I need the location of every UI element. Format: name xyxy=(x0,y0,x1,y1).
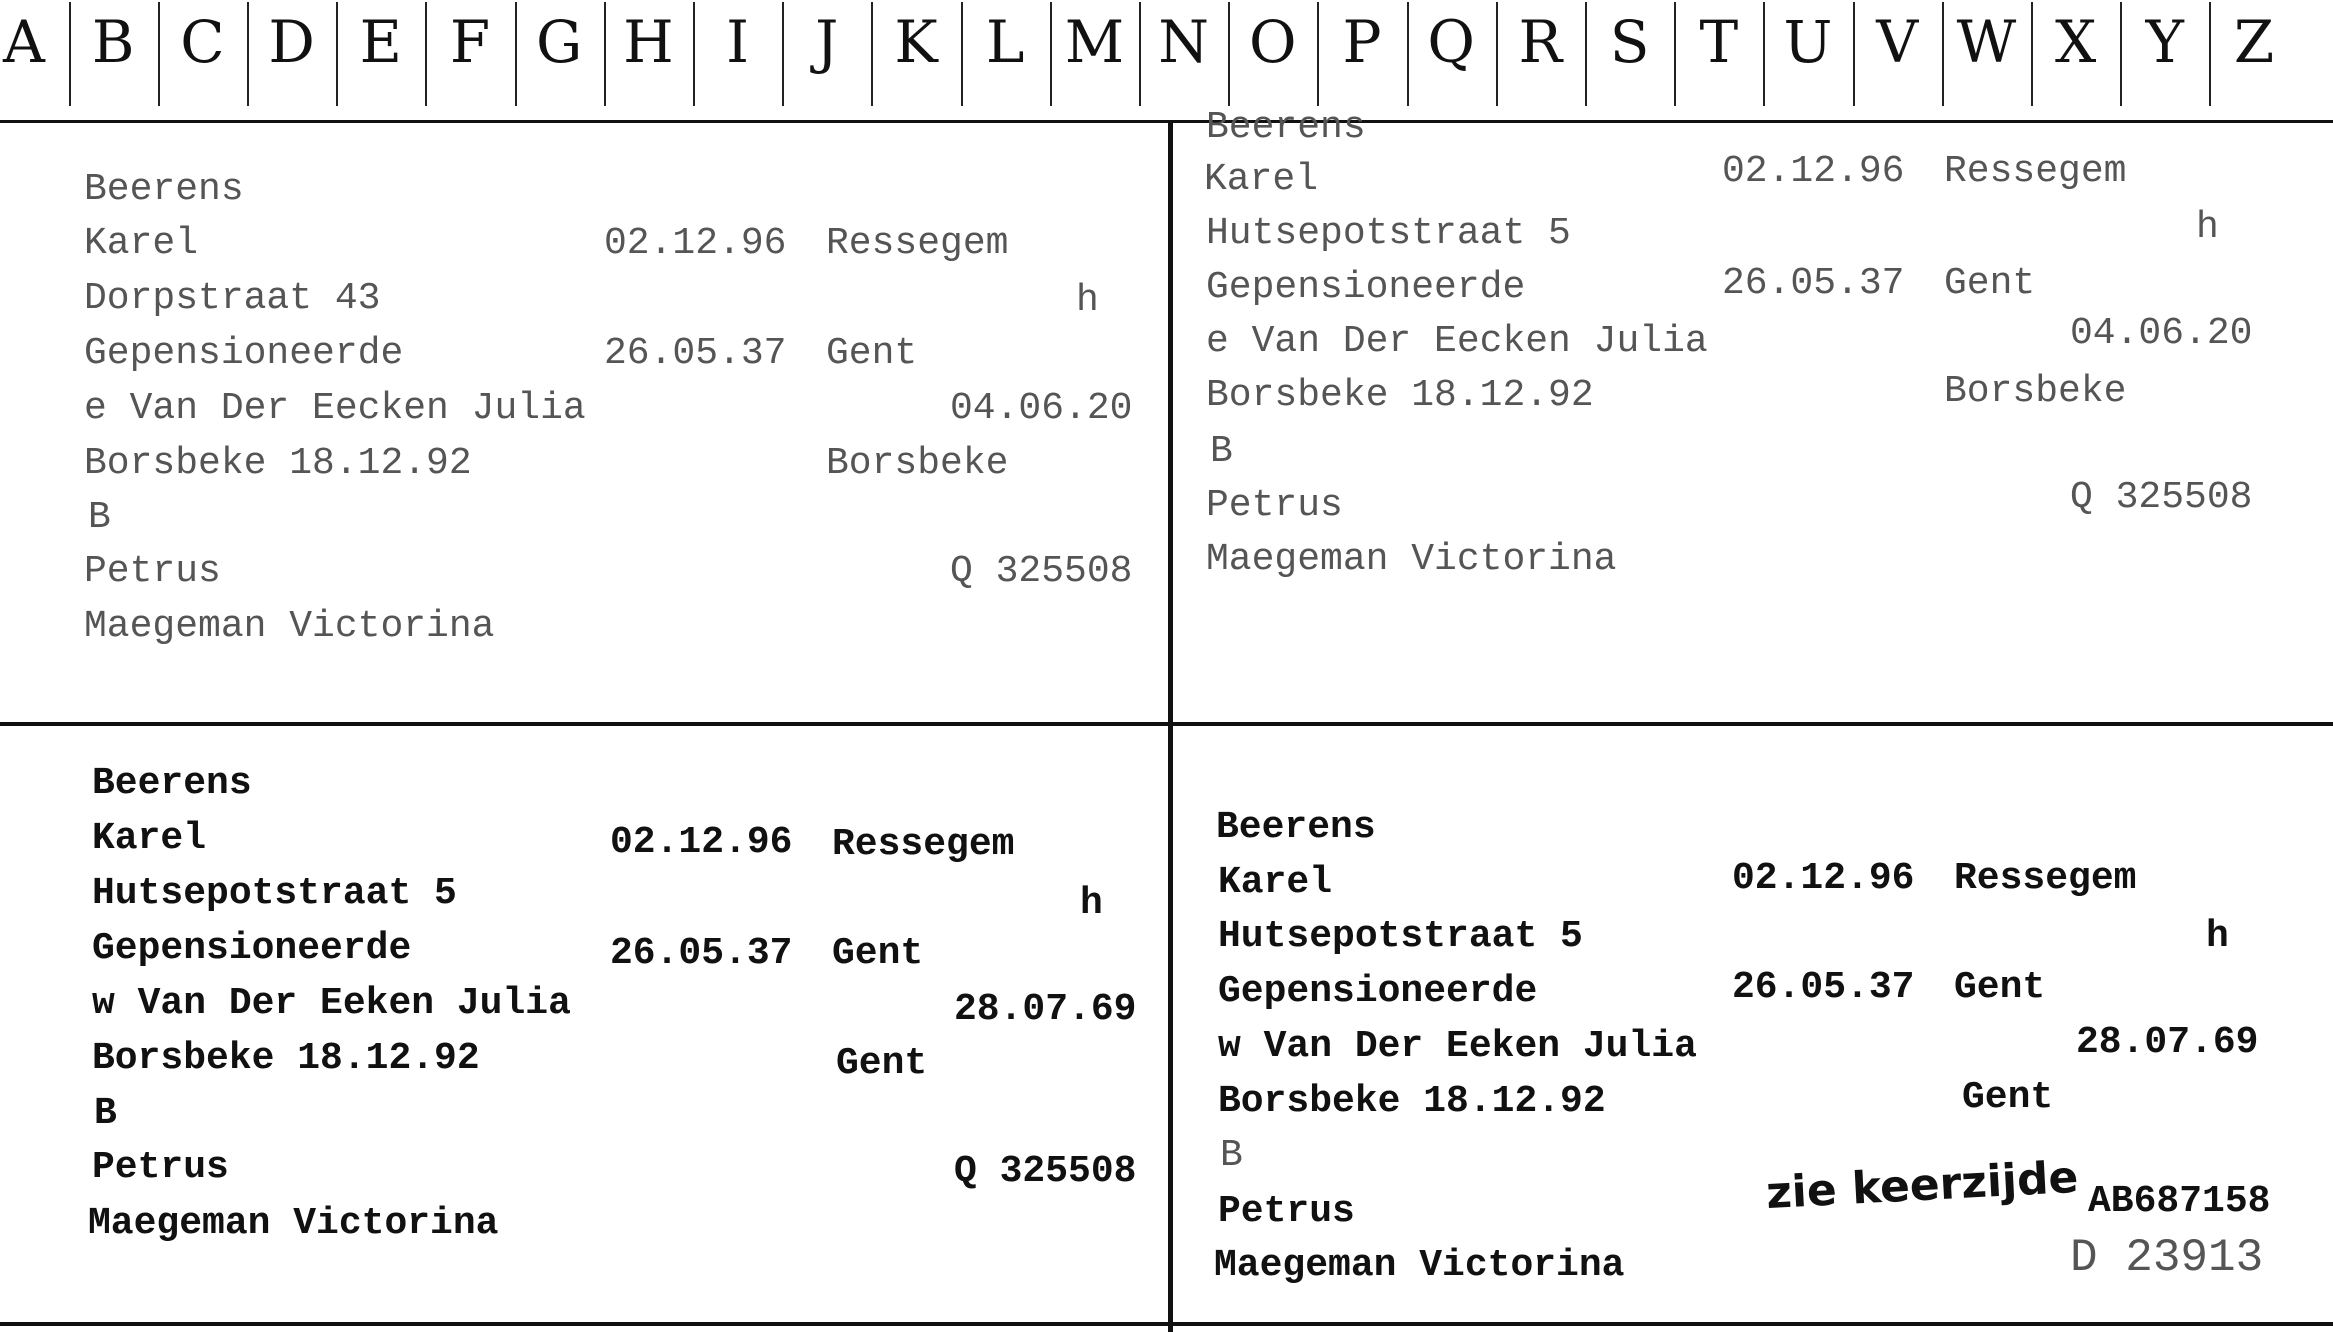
index-letter-h: H xyxy=(623,8,674,76)
father: Petrus xyxy=(1206,484,1343,527)
index-separator xyxy=(604,2,606,106)
first-name: Karel xyxy=(92,817,207,860)
bottom-divider-line xyxy=(0,1322,2333,1326)
registry-number-secondary: D 23913 xyxy=(2070,1232,2264,1284)
index-letter-e: E xyxy=(359,8,402,76)
marriage: Borsbeke 18.12.92 xyxy=(1218,1080,1606,1123)
father: Petrus xyxy=(92,1146,229,1189)
registry-number: AB687158 xyxy=(2088,1180,2271,1223)
zie-keerzijde-stamp: zie keerzijde xyxy=(1764,1151,2080,1220)
index-letter-s: S xyxy=(1609,8,1650,76)
birth-date: 02.12.96 xyxy=(604,222,787,265)
index-separator xyxy=(2209,2,2211,106)
spouse-place: Borsbeke xyxy=(1944,370,2127,413)
occupation: Gepensioneerde xyxy=(92,927,412,970)
index-separator xyxy=(2031,2,2033,106)
index-letter-f: F xyxy=(449,8,491,76)
father: Petrus xyxy=(1218,1190,1355,1233)
occupation: Gepensioneerde xyxy=(1206,266,1526,309)
spouse-place: Gent xyxy=(1962,1076,2054,1119)
mother: Maegeman Victorina xyxy=(1214,1244,1625,1287)
occupation: Gepensioneerde xyxy=(1218,970,1538,1013)
pension-date: 26.05.37 xyxy=(1732,966,1915,1009)
birth-place: Ressegem xyxy=(1954,857,2137,900)
index-separator xyxy=(693,2,695,106)
index-letter-y: Y xyxy=(2145,8,2184,76)
index-letter-r: R xyxy=(1518,8,1563,76)
registry-number: Q 325508 xyxy=(954,1150,1137,1193)
birth-date: 02.12.96 xyxy=(610,821,793,864)
spouse-date: 04.06.20 xyxy=(950,387,1133,430)
marker-b: B xyxy=(1210,430,1233,473)
registry-number: Q 325508 xyxy=(2070,476,2253,519)
pension-place: Gent xyxy=(832,932,924,975)
mother: Maegeman Victorina xyxy=(88,1202,499,1245)
index-letter-j: J xyxy=(815,8,839,76)
marker-b: B xyxy=(88,496,111,539)
index-letter-t: T xyxy=(1699,8,1739,76)
index-letter-i: I xyxy=(726,8,750,76)
occupation: Gepensioneerde xyxy=(84,332,404,375)
marker-h: h xyxy=(2206,915,2229,958)
index-separator xyxy=(425,2,427,106)
surname: Beerens xyxy=(92,762,252,805)
birth-place: Ressegem xyxy=(826,222,1009,265)
first-name: Karel xyxy=(84,222,199,265)
index-letter-g: G xyxy=(536,8,583,76)
spouse-place: Borsbeke xyxy=(826,442,1009,485)
index-letter-u: U xyxy=(1783,8,1833,76)
birth-date: 02.12.96 xyxy=(1732,857,1915,900)
spouse-place: Gent xyxy=(836,1042,928,1085)
alphabet-index-bar xyxy=(0,0,2333,122)
marriage: Borsbeke 18.12.92 xyxy=(1206,374,1594,417)
index-separator xyxy=(1585,2,1587,106)
marriage: Borsbeke 18.12.92 xyxy=(92,1037,480,1080)
spouse: e Van Der Eecken Julia xyxy=(1206,320,1708,363)
spouse: w Van Der Eeken Julia xyxy=(92,982,571,1025)
index-separator xyxy=(336,2,338,106)
spouse-date: 28.07.69 xyxy=(2076,1021,2259,1064)
center-divider-line xyxy=(1168,120,1173,1332)
index-letter-v: V xyxy=(1876,8,1919,76)
index-separator xyxy=(1496,2,1498,106)
index-separator xyxy=(1050,2,1052,106)
index-separator xyxy=(158,2,160,106)
birth-place: Ressegem xyxy=(832,823,1015,866)
surname: Beerens xyxy=(1206,106,1366,149)
index-letter-d: D xyxy=(268,8,315,76)
spouse: w Van Der Eeken Julia xyxy=(1218,1025,1697,1068)
index-separator xyxy=(515,2,517,106)
marriage: Borsbeke 18.12.92 xyxy=(84,442,472,485)
index-letter-w: W xyxy=(1956,8,2017,76)
index-separator xyxy=(1228,2,1230,106)
index-letter-b: B xyxy=(91,8,135,76)
index-letter-q: Q xyxy=(1427,8,1475,76)
first-name: Karel xyxy=(1218,861,1333,904)
index-separator xyxy=(961,2,963,106)
address: Dorpstraat 43 xyxy=(84,277,381,320)
spouse-date: 28.07.69 xyxy=(954,988,1137,1031)
index-separator xyxy=(1139,2,1141,106)
index-separator xyxy=(871,2,873,106)
index-separator xyxy=(1674,2,1676,106)
pension-date: 26.05.37 xyxy=(610,932,793,975)
father: Petrus xyxy=(84,550,221,593)
index-letter-a: A xyxy=(3,8,45,76)
marker-h: h xyxy=(1076,279,1099,322)
first-name: Karel xyxy=(1204,158,1319,201)
index-letter-x: X xyxy=(2054,8,2097,76)
index-separator xyxy=(1407,2,1409,106)
surname: Beerens xyxy=(1216,806,1376,849)
index-separator xyxy=(247,2,249,106)
birth-place: Ressegem xyxy=(1944,150,2127,193)
mother: Maegeman Victorina xyxy=(84,605,495,648)
marker-b: B xyxy=(1220,1134,1243,1177)
pension-place: Gent xyxy=(1944,262,2036,305)
index-separator xyxy=(782,2,784,106)
pension-date: 26.05.37 xyxy=(1722,262,1905,305)
spouse-date: 04.06.20 xyxy=(2070,312,2253,355)
middle-divider-line xyxy=(0,722,2333,726)
index-letter-c: C xyxy=(180,8,225,76)
birth-date: 02.12.96 xyxy=(1722,150,1905,193)
index-letter-l: L xyxy=(985,8,1025,76)
index-separator xyxy=(1942,2,1944,106)
mother: Maegeman Victorina xyxy=(1206,538,1617,581)
spouse: e Van Der Eecken Julia xyxy=(84,387,586,430)
index-separator xyxy=(1317,2,1319,106)
index-letter-o: O xyxy=(1249,8,1297,76)
index-separator xyxy=(69,2,71,106)
address: Hutsepotstraat 5 xyxy=(1218,915,1583,958)
pension-date: 26.05.37 xyxy=(604,332,787,375)
index-letter-n: N xyxy=(1158,8,1209,76)
top-divider-line xyxy=(0,120,2333,123)
surname: Beerens xyxy=(84,168,244,211)
index-letter-p: P xyxy=(1342,8,1382,76)
address: Hutsepotstraat 5 xyxy=(92,872,457,915)
marker-h: h xyxy=(2196,206,2219,249)
address: Hutsepotstraat 5 xyxy=(1206,212,1571,255)
index-separator xyxy=(2120,2,2122,106)
registry-number: Q 325508 xyxy=(950,550,1133,593)
marker-h: h xyxy=(1080,882,1103,925)
index-letter-k: K xyxy=(894,8,938,76)
index-separator xyxy=(1763,2,1765,106)
index-letter-z: Z xyxy=(2233,8,2275,76)
index-separator xyxy=(1853,2,1855,106)
pension-place: Gent xyxy=(826,332,918,375)
index-letter-m: M xyxy=(1064,8,1125,76)
pension-place: Gent xyxy=(1954,966,2046,1009)
marker-b: B xyxy=(94,1092,117,1135)
